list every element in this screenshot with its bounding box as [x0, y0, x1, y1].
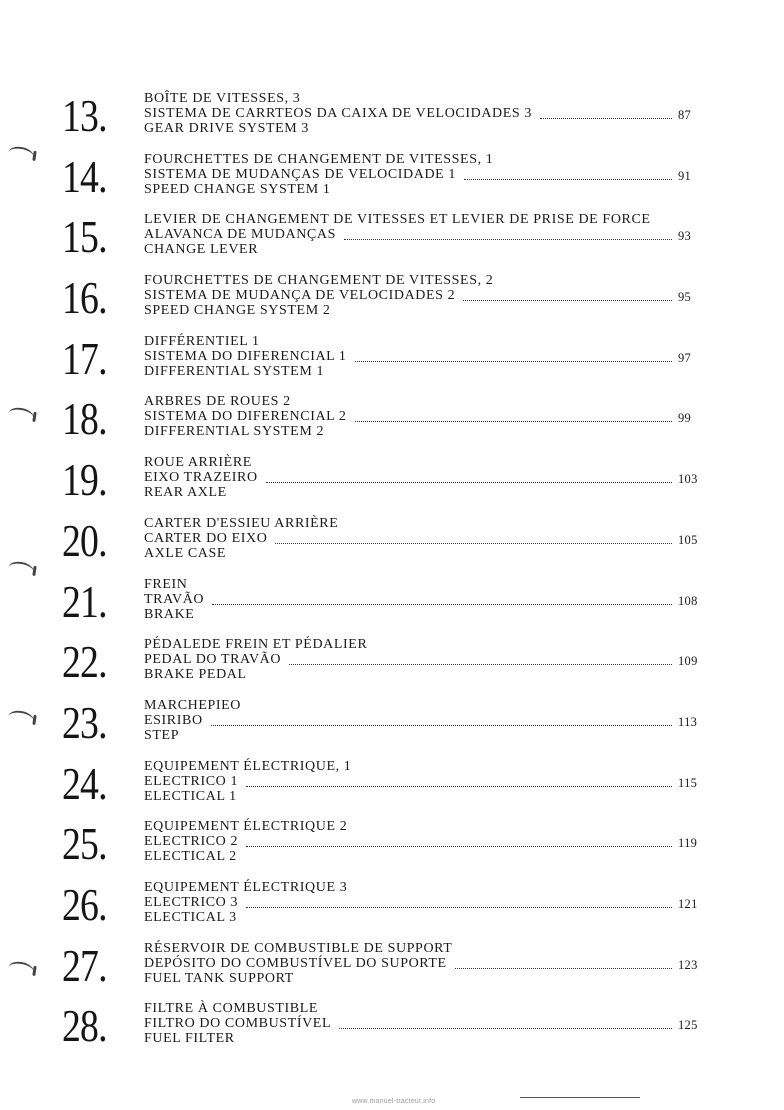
page-number: 87: [678, 108, 692, 122]
section-number: 22.: [62, 636, 107, 688]
section-number: 26.: [62, 878, 107, 930]
section-number: 21.: [62, 575, 107, 627]
section-number: 18.: [62, 393, 107, 445]
dot-leader: [266, 470, 672, 483]
title-portuguese: SISTEMA DE CARRTEOS DA CAIXA DE VELOCIDADES 3: [144, 106, 532, 121]
title-english: ELECTICAL 2: [144, 849, 237, 865]
toc-entry[interactable]: [0, 516, 784, 577]
dot-leader: [275, 531, 672, 544]
title-portuguese: TRAVÃO: [144, 591, 205, 607]
page-number: 113: [678, 714, 698, 729]
page-number: 99: [678, 411, 692, 426]
title-english: FUEL FILTER: [144, 1031, 235, 1047]
title-portuguese: PEDAL DO TRAVÃO: [144, 652, 282, 668]
title-english: DIFFERENTIAL SYSTEM 1: [144, 363, 325, 379]
title-french: EQUIPEMENT ÉLECTRIQUE 2: [144, 819, 348, 835]
title-french: RÉSERVOIR DE COMBUSTIBLE DE SUPPORT: [144, 940, 453, 956]
title-french: FOURCHETTES DE CHANGEMENT DE VITESSES, 2: [144, 273, 494, 289]
title-french: FILTRE À COMBUSTIBLE: [144, 1001, 319, 1017]
toc-entry[interactable]: [0, 152, 784, 213]
toc-entry[interactable]: [0, 1001, 784, 1062]
toc-entry[interactable]: [0, 394, 784, 455]
page-number: 105: [678, 532, 698, 547]
title-portuguese: ELECTRICO 3: [144, 894, 239, 910]
dot-leader: [339, 1016, 672, 1029]
title-english: SPEED CHANGE SYSTEM 2: [144, 303, 331, 319]
title-english: FUEL TANK SUPPORT: [144, 970, 294, 986]
page-number: 119: [678, 836, 698, 851]
dot-leader: [212, 592, 672, 605]
section-number: 20.: [62, 514, 107, 566]
title-english: CHANGE LEVER: [144, 242, 259, 258]
section-number: 25.: [62, 818, 107, 870]
title-french: BOÎTE DE VITESSES, 3: [144, 91, 301, 106]
page-number: 103: [678, 472, 698, 487]
dot-leader: [355, 409, 672, 422]
watermark-text: www.manuel-tracteur.info: [352, 1098, 436, 1105]
title-portuguese: EIXO TRAZEIRO: [144, 470, 258, 486]
section-number: 27.: [62, 939, 107, 991]
title-portuguese: FILTRO DO COMBUSTÍVEL: [144, 1016, 332, 1032]
dot-leader: [211, 713, 672, 726]
dot-leader: [344, 227, 672, 240]
dot-leader: [463, 288, 672, 301]
page-number: 115: [678, 775, 698, 790]
dot-leader: [246, 895, 672, 908]
title-portuguese: SISTEMA DE MUDANÇAS DE VELOCIDADE 1: [144, 166, 457, 182]
title-english: REAR AXLE: [144, 485, 227, 501]
title-english: DIFFERENTIAL SYSTEM 2: [144, 424, 325, 440]
title-portuguese: CARTER DO EIXO: [144, 530, 268, 546]
title-portuguese: ALAVANCA DE MUDANÇAS: [144, 227, 336, 243]
title-english: BRAKE PEDAL: [144, 667, 247, 683]
page-number: 91: [678, 168, 692, 183]
dot-leader: [246, 774, 672, 787]
title-portuguese: SISTEMA DO DIFERENCIAL 2: [144, 409, 347, 425]
title-english: ELECTICAL 1: [144, 788, 237, 804]
title-portuguese: ESIRIBO: [144, 712, 203, 728]
section-number: 15.: [62, 211, 107, 263]
section-number: 17.: [62, 332, 107, 384]
section-number: 14.: [62, 150, 107, 202]
title-french: FOURCHETTES DE CHANGEMENT DE VITESSES, 1: [144, 151, 494, 167]
table-of-contents: [0, 91, 784, 1062]
section-number: 13.: [62, 90, 107, 141]
toc-entry[interactable]: [0, 577, 784, 638]
title-portuguese: DEPÓSITO DO COMBUSTÍVEL DO SUPORTE: [144, 955, 447, 971]
toc-entry[interactable]: [0, 759, 784, 820]
toc-entry[interactable]: [0, 698, 784, 759]
toc-entry[interactable]: [0, 941, 784, 1002]
title-french: PÉDALEDE FREIN ET PÉDALIER: [144, 637, 368, 653]
page-number: 121: [678, 896, 698, 911]
dot-leader: [464, 167, 672, 180]
title-french: MARCHEPIEO: [144, 697, 242, 713]
page-number: 108: [678, 593, 698, 608]
toc-entry[interactable]: [0, 91, 784, 152]
toc-entry[interactable]: [0, 880, 784, 941]
title-french: FREIN: [144, 576, 188, 592]
dot-leader: [355, 349, 672, 362]
dot-leader: [246, 834, 672, 847]
title-english: ELECTICAL 3: [144, 909, 237, 925]
page-number: 95: [678, 290, 692, 305]
section-number: 19.: [62, 454, 107, 506]
section-number: 28.: [62, 1000, 107, 1052]
page-number: 109: [678, 654, 698, 669]
title-portuguese: SISTEMA DO DIFERENCIAL 1: [144, 348, 347, 364]
title-portuguese: ELECTRICO 1: [144, 773, 239, 789]
section-number: 24.: [62, 757, 107, 809]
title-french: CARTER D'ESSIEU ARRIÈRE: [144, 515, 339, 531]
section-number: 16.: [62, 272, 107, 324]
toc-entry[interactable]: [0, 212, 784, 273]
title-french: EQUIPEMENT ÉLECTRIQUE, 1: [144, 758, 352, 774]
section-number: 23.: [62, 696, 107, 748]
title-french: DIFFÉRENTIEL 1: [144, 333, 260, 349]
title-french: ARBRES DE ROUES 2: [144, 394, 291, 410]
dot-leader: [540, 106, 672, 119]
toc-entry[interactable]: [0, 637, 784, 698]
title-french: ROUE ARRIÈRE: [144, 455, 252, 471]
dot-leader: [455, 956, 672, 969]
dot-leader: [289, 652, 672, 665]
toc-entry[interactable]: [0, 273, 784, 334]
title-english: GEAR DRIVE SYSTEM 3: [144, 121, 310, 136]
title-french: EQUIPEMENT ÉLECTRIQUE 3: [144, 879, 348, 895]
toc-entry[interactable]: [0, 455, 784, 516]
toc-entry[interactable]: [0, 819, 784, 880]
page-number: 123: [678, 957, 698, 972]
page-number: 97: [678, 350, 692, 365]
footer-rule: [520, 1097, 640, 1100]
title-english: BRAKE: [144, 606, 195, 622]
title-english: STEP: [144, 727, 180, 743]
title-french: LEVIER DE CHANGEMENT DE VITESSES ET LEVIER DE PRISE DE FORCE: [144, 212, 651, 228]
toc-entry[interactable]: [0, 334, 784, 395]
page-number: 125: [678, 1018, 698, 1033]
title-english: SPEED CHANGE SYSTEM 1: [144, 181, 331, 197]
title-portuguese: ELECTRICO 2: [144, 834, 239, 850]
title-portuguese: SISTEMA DE MUDANÇA DE VELOCIDADES 2: [144, 288, 456, 304]
title-english: AXLE CASE: [144, 545, 227, 561]
page-number: 93: [678, 229, 692, 244]
